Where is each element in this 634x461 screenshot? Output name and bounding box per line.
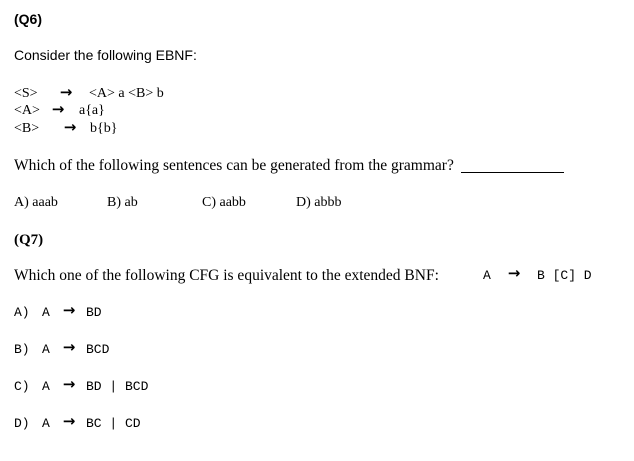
- q7-label: (Q7): [14, 232, 44, 248]
- q6-option-c: C) aabb: [202, 195, 246, 210]
- arrow-icon: →: [63, 118, 77, 136]
- ebnf-rhs: B [C] D: [537, 268, 592, 283]
- option-lhs: A: [42, 379, 50, 394]
- option-lhs: A: [42, 305, 50, 320]
- q6-intro: Consider the following EBNF:: [14, 47, 197, 63]
- option-letter: A): [14, 305, 30, 320]
- arrow-icon: →: [51, 100, 65, 118]
- q6-label: (Q6): [14, 11, 42, 27]
- q6-option-d: D) abbb: [296, 195, 342, 210]
- arrow-icon: →: [507, 264, 521, 282]
- arrow-icon: →: [62, 412, 76, 430]
- rule-rhs: <A> a <B> b: [89, 86, 164, 101]
- arrow-icon: →: [62, 375, 76, 393]
- rule-rhs: a{a}: [79, 103, 105, 118]
- option-letter: C): [14, 379, 30, 394]
- rule-lhs: <A>: [14, 103, 40, 118]
- answer-blank: [461, 172, 564, 173]
- rule-rhs: b{b}: [90, 121, 118, 136]
- arrow-icon: →: [59, 83, 73, 101]
- ebnf-lhs: A: [483, 268, 491, 283]
- option-rhs: BD | BCD: [86, 379, 149, 394]
- arrow-icon: →: [62, 338, 76, 356]
- arrow-icon: →: [62, 301, 76, 319]
- q7-question: Which one of the following CFG is equivalent to the extended BNF:: [14, 267, 439, 284]
- q6-option-a: A) aaab: [14, 195, 58, 210]
- option-letter: B): [14, 342, 30, 357]
- option-letter: D): [14, 416, 30, 431]
- option-rhs: BC | CD: [86, 416, 141, 431]
- option-lhs: A: [42, 416, 50, 431]
- q6-option-b: B) ab: [107, 195, 138, 210]
- option-rhs: BCD: [86, 342, 110, 357]
- q6-question: Which of the following sentences can be generated from the grammar?: [14, 157, 454, 174]
- rule-lhs: <S>: [14, 86, 38, 101]
- option-rhs: BD: [86, 305, 102, 320]
- option-lhs: A: [42, 342, 50, 357]
- rule-lhs: <B>: [14, 121, 40, 136]
